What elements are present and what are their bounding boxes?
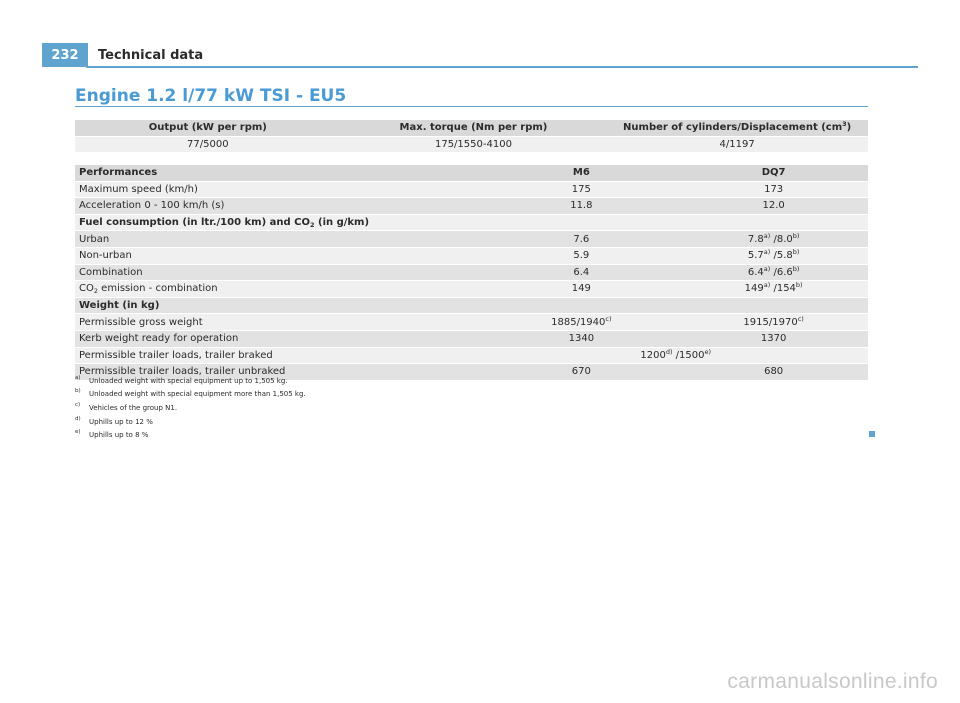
row-label: Permissible trailer loads, trailer unbraked xyxy=(75,364,483,381)
table-row xyxy=(75,281,868,298)
footnote-mark: c) xyxy=(75,401,81,408)
header-divider xyxy=(86,66,918,68)
table-row xyxy=(75,330,868,347)
output-value: 77/5000 xyxy=(75,136,341,153)
footnote-mark: d) xyxy=(75,415,81,422)
footnote-text: Uphills up to 12 % xyxy=(89,417,153,426)
row-label: Urban xyxy=(75,231,483,248)
dq7-value: 1370 xyxy=(679,330,868,347)
dq7-value: 173 xyxy=(679,181,868,198)
table-row xyxy=(75,136,868,153)
section-end-marker xyxy=(869,431,875,437)
m6-value: 1340 xyxy=(483,330,679,347)
table-row xyxy=(75,181,868,198)
footnotes xyxy=(75,374,306,442)
footnote xyxy=(75,388,306,402)
section-divider xyxy=(75,106,868,107)
m6-value: 1885/1940$^{c)}$ xyxy=(483,314,679,331)
page-number: 232 xyxy=(42,43,88,67)
dq7-value: 12.0 xyxy=(679,198,868,215)
dq7-header: DQ7 xyxy=(679,165,868,181)
torque-value: 175/1550-4100 xyxy=(341,136,607,153)
table-header-row xyxy=(75,120,868,136)
table-row xyxy=(75,264,868,281)
m6-value: 149 xyxy=(483,281,679,298)
footnote-text: Unloaded weight with special equipment more than 1,505 kg. xyxy=(89,390,306,399)
page-header xyxy=(42,43,203,67)
dq7-value: 149$^{a)}$ /154$^{b)}$ xyxy=(679,281,868,298)
m6-value: 7.6 xyxy=(483,231,679,248)
footnote-mark: e) xyxy=(75,429,81,436)
table-header-row xyxy=(75,165,868,181)
m6-header: M6 xyxy=(483,165,679,181)
cylinders-value: 4/1197 xyxy=(606,136,868,153)
engine-summary-table xyxy=(75,120,868,153)
m6-value: 11.8 xyxy=(483,198,679,215)
table-row xyxy=(75,231,868,248)
performance-table xyxy=(75,165,868,381)
output-header: Output (kW per rpm) xyxy=(75,120,341,136)
table-row xyxy=(75,247,868,264)
footnote xyxy=(75,428,306,442)
weight-heading-row xyxy=(75,297,868,314)
row-label: Permissible gross weight xyxy=(75,314,483,331)
torque-header: Max. torque (Nm per rpm) xyxy=(341,120,607,136)
section-title: Engine 1.2 l/77 kW TSI - EU5 xyxy=(75,86,347,106)
table-row xyxy=(75,314,868,331)
footnote xyxy=(75,401,306,415)
cylinders-header: Number of cylinders/Displacement $(cm^3)$ xyxy=(606,120,868,136)
dq7-value: 7.8$^{a)}$ /8.0$^{b)}$ xyxy=(679,231,868,248)
watermark: carmanualsonline.info xyxy=(727,670,938,693)
footnote-text: Uphills up to 8 % xyxy=(89,431,149,440)
dq7-value: 1915/1970$^{c)}$ xyxy=(679,314,868,331)
fuel-consumption-heading: Fuel consumption (in ltr./100 km) and $CO_2$ (in g/km) xyxy=(75,214,868,231)
footnote xyxy=(75,374,306,388)
row-label: $CO_2$ emission - combination xyxy=(75,281,483,298)
dq7-value: 6.4$^{a)}$ /6.6$^{b)}$ xyxy=(679,264,868,281)
footnote-text: Vehicles of the group N1. xyxy=(89,403,178,412)
row-label: Kerb weight ready for operation xyxy=(75,330,483,347)
performances-header: Performances xyxy=(75,165,483,181)
footnote-mark: a) xyxy=(75,374,81,381)
row-label: Combination xyxy=(75,264,483,281)
table-row xyxy=(75,198,868,215)
m6-value: 175 xyxy=(483,181,679,198)
header-title: Technical data xyxy=(98,47,204,63)
row-label: Maximum speed (km/h) xyxy=(75,181,483,198)
dq7-value: 680 xyxy=(679,364,868,381)
footnote-text: Unloaded weight with special equipment up to 1,505 kg. xyxy=(89,376,288,385)
footnote xyxy=(75,415,306,429)
row-label: Acceleration 0 - 100 km/h (s) xyxy=(75,198,483,215)
m6-value: 6.4 xyxy=(483,264,679,281)
row-label: Permissible trailer loads, trailer braked xyxy=(75,347,483,364)
weight-heading: Weight (in kg) xyxy=(75,297,868,314)
m6-value: 5.9 xyxy=(483,247,679,264)
footnote-mark: b) xyxy=(75,388,81,395)
m6-value: 670 xyxy=(483,364,679,381)
fuel-consumption-heading-row xyxy=(75,214,868,231)
braked-value: 1200$^{d)}$ /1500$^{e)}$ xyxy=(483,347,868,364)
table-row xyxy=(75,347,868,364)
row-label: Non-urban xyxy=(75,247,483,264)
dq7-value: 5.7$^{a)}$ /5.8$^{b)}$ xyxy=(679,247,868,264)
